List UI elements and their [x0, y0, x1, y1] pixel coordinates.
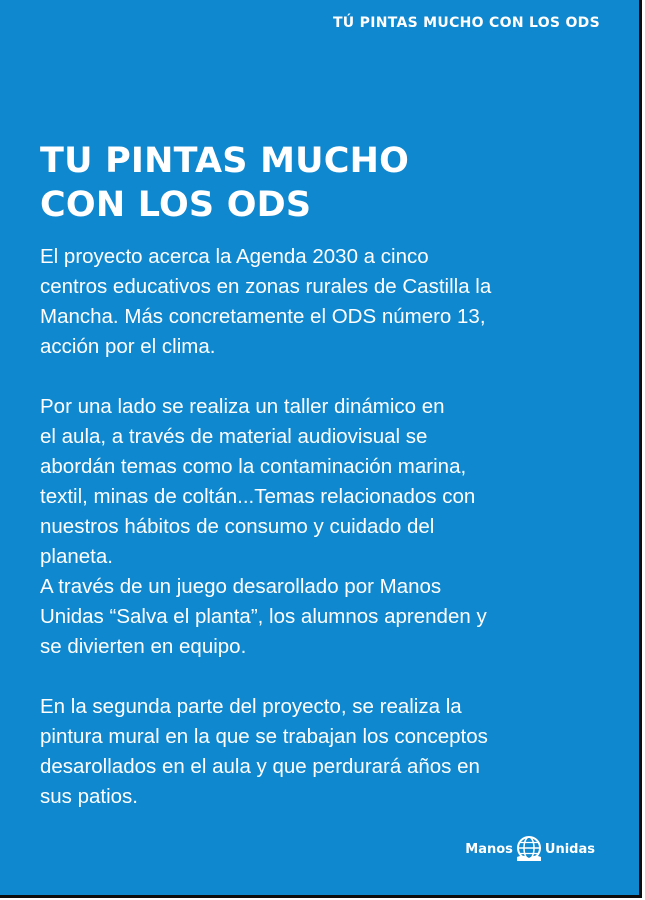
logo-word-left: Manos: [465, 841, 513, 857]
paragraph-2-line: Por una lado se realiza un taller dinámico en: [40, 395, 445, 418]
article-title-line: CON LOS ODS: [40, 185, 312, 225]
paragraph-2-line: Unidas “Salva el planta”, los alumnos aprenden y: [40, 605, 487, 628]
paragraph-1-line: Mancha. Más concretamente el ODS número 13,: [40, 305, 486, 328]
manos-unidas-logo: [465, 835, 595, 863]
globe-hands-icon: [515, 835, 543, 863]
paragraph-3-line: pintura mural en la que se trabajan los conceptos: [40, 725, 488, 748]
paragraph-gap: [40, 362, 620, 392]
paragraph-2-line: abordán temas como la contaminación marina,: [40, 455, 467, 478]
article-title-line: TU PINTAS MUCHO: [40, 141, 410, 181]
paragraph-3-line: En la segunda parte del proyecto, se realiza la: [40, 695, 462, 718]
running-header: TÚ PINTAS MUCHO CON LOS ODS: [332, 15, 600, 31]
paragraph-1-line: centros educativos en zonas rurales de Castilla la: [40, 275, 492, 298]
paragraph-3-line: desarollados en el aula y que perdurará años en: [40, 755, 480, 778]
paragraph-1-line: El proyecto acerca la Agenda 2030 a cinco: [40, 245, 429, 268]
paragraph-2-line: el aula, a través de material audiovisual se: [40, 425, 428, 448]
paragraph-2-line: A través de un juego desarollado por Manos: [40, 575, 442, 598]
paragraph-3-line: sus patios.: [40, 785, 138, 808]
paragraph-1-line: acción por el clima.: [40, 335, 216, 358]
paragraph-2-line: nuestros hábitos de consumo y cuidado del: [40, 515, 435, 538]
logo-word-right: Unidas: [544, 841, 595, 857]
article-title: [40, 139, 560, 227]
paragraph-2-line: textil, minas de coltán...Temas relacionados con: [40, 485, 476, 508]
paragraph-gap: [40, 662, 620, 692]
paragraph-2-line: planeta.: [40, 545, 113, 568]
article-body: [40, 242, 620, 812]
paragraph-2-line: se divierten en equipo.: [40, 635, 247, 658]
